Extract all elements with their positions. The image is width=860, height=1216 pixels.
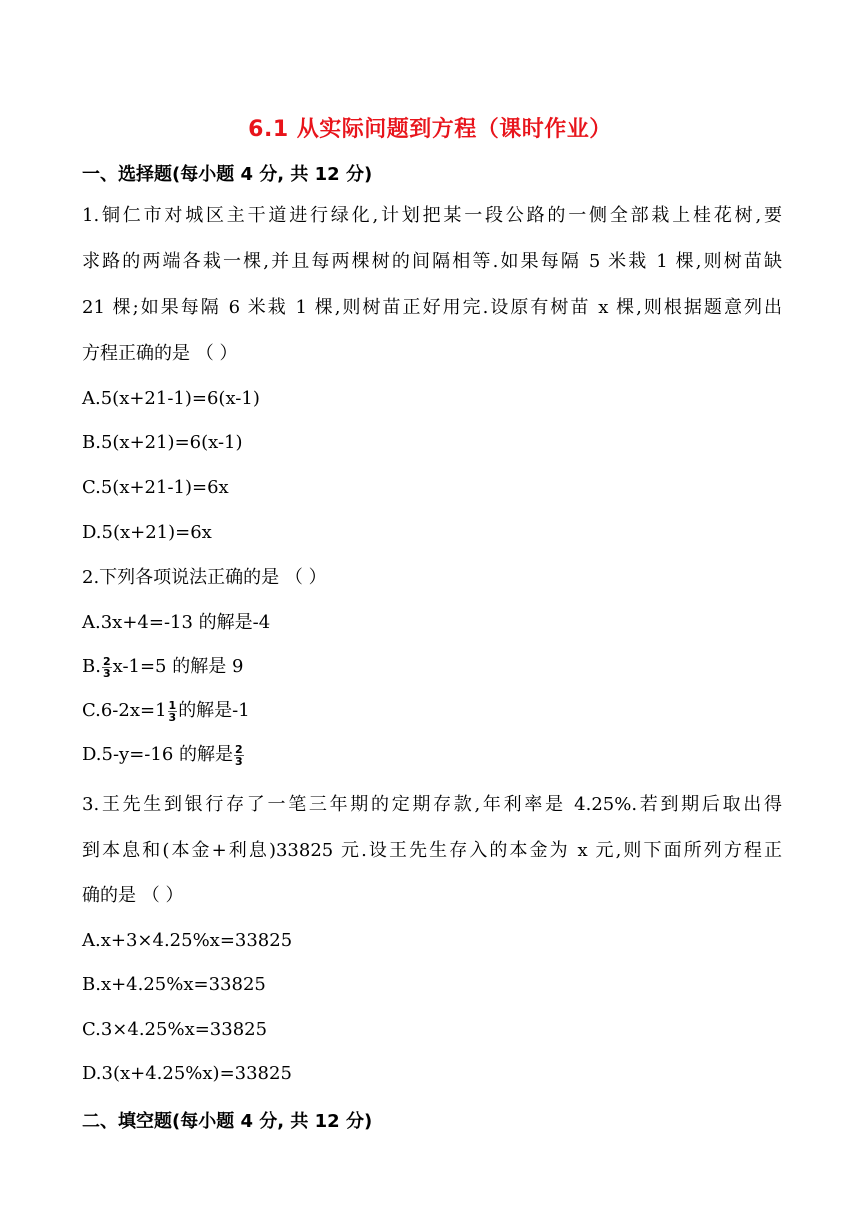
question-2-option-d <box>82 743 782 767</box>
question-2-option-b <box>82 655 782 679</box>
question-1-line-1: 1.铜仁市对城区主干道进行绿化,计划把某一段公路的一侧全部栽上桂花树,要 <box>82 205 782 226</box>
option-c-prefix: C.6-2x=1 <box>82 700 167 721</box>
question-1-option-b: B.5(x+21)=6(x-1) <box>82 432 243 453</box>
question-3-option-c: C.3×4.25%x=33825 <box>82 1019 268 1040</box>
fraction-numerator: 1 <box>168 698 177 712</box>
fraction-denominator: 3 <box>168 710 177 724</box>
question-1-line-4: 方程正确的是 （ ） <box>82 343 238 364</box>
question-3-line-1: 3.王先生到银行存了一笔三年期的定期存款,年利率是 4.25%.若到期后取出得 <box>82 794 782 815</box>
fraction-denominator: 3 <box>102 666 111 680</box>
question-1-option-d: D.5(x+21)=6x <box>82 522 212 543</box>
fraction <box>168 700 178 723</box>
fraction <box>234 744 244 767</box>
question-2-stem: 2.下列各项说法正确的是 （ ） <box>82 567 327 588</box>
option-b-suffix: x-1=5 的解是 9 <box>112 656 244 677</box>
option-c-suffix: 的解是-1 <box>178 700 250 721</box>
question-3-line-3: 确的是 （ ） <box>82 885 184 906</box>
option-d-prefix: D.5-y=-16 的解是 <box>82 744 234 765</box>
question-2-option-a: A.3x+4=-13 的解是-4 <box>82 612 271 633</box>
fraction-numerator: 2 <box>102 654 111 668</box>
section-heading-fill-in: 二、填空题(每小题 4 分, 共 12 分) <box>82 1111 373 1132</box>
fraction <box>102 656 112 679</box>
fraction-denominator: 3 <box>235 754 243 768</box>
question-3-option-b: B.x+4.25%x=33825 <box>82 974 266 995</box>
question-1-option-c: C.5(x+21-1)=6x <box>82 477 229 498</box>
question-1-option-a: A.5(x+21-1)=6(x-1) <box>82 388 260 409</box>
question-3-line-2: 到本息和(本金+利息)33825 元.设王先生存入的本金为 x 元,则下面所列方程正 <box>82 840 782 861</box>
question-1-line-3: 21 棵;如果每隔 6 米栽 1 棵,则树苗正好用完.设原有树苗 x 棵,则根据题意列出 <box>82 297 782 318</box>
question-3-option-a: A.x+3×4.25%x=33825 <box>82 930 293 951</box>
page-title: 6.1 从实际问题到方程（课时作业） <box>248 117 612 142</box>
option-b-prefix: B. <box>82 656 101 677</box>
fraction-numerator: 2 <box>235 742 243 756</box>
question-1-line-2: 求路的两端各栽一棵,并且每两棵树的间隔相等.如果每隔 5 米栽 1 棵,则树苗缺 <box>82 251 782 272</box>
question-3-option-d: D.3(x+4.25%x)=33825 <box>82 1063 292 1084</box>
question-2-option-c <box>82 699 782 723</box>
section-heading-multiple-choice: 一、选择题(每小题 4 分, 共 12 分) <box>82 164 373 185</box>
